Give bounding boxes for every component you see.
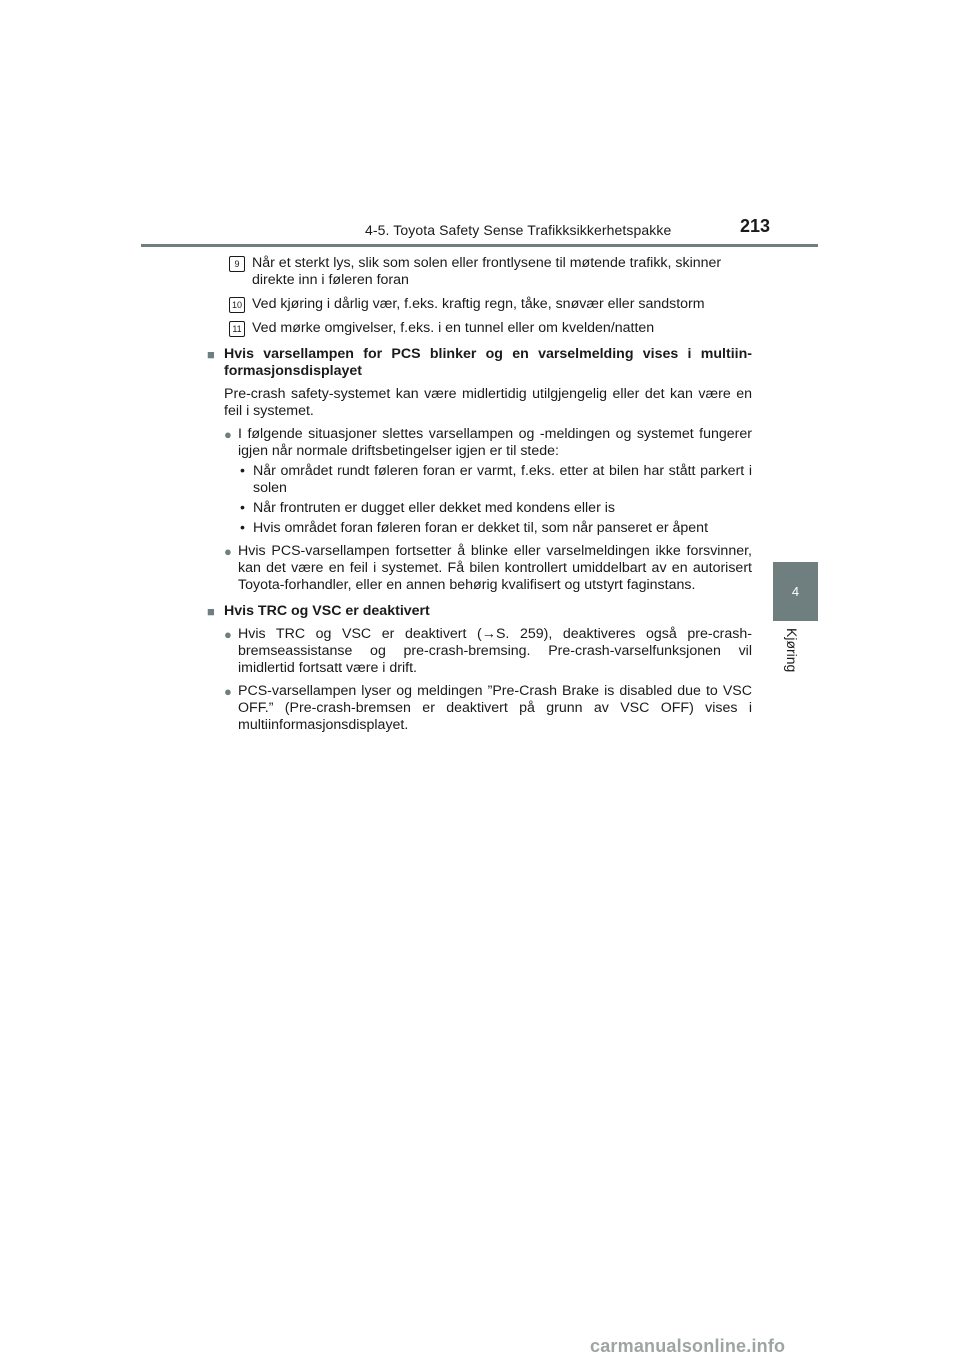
item-number-badge: 9 [229, 256, 245, 272]
circle-bullet-icon: ● [224, 427, 232, 442]
numbered-item [229, 320, 752, 337]
chapter-tab[interactable] [773, 562, 818, 621]
item-number-badge: 11 [229, 321, 245, 337]
circle-bullet-icon: ● [224, 627, 232, 642]
bullet-item [224, 683, 752, 734]
sub-list-item [238, 463, 752, 497]
numbered-item [229, 255, 752, 289]
numbered-item-text: Ved mørke omgivelser, f.eks. i en tunnel eller om kvelden/natten [252, 320, 655, 336]
section-heading-text: Hvis TRC og VSC er deaktivert [224, 603, 430, 619]
circle-bullet-icon: ● [224, 684, 232, 699]
dot-bullet-icon: • [240, 500, 245, 516]
square-bullet-icon: ■ [207, 604, 215, 619]
dot-bullet-icon: • [240, 520, 245, 536]
sub-list-text: Hvis området foran føleren foran er dekket til, som når panseret er åpent [253, 520, 709, 536]
section-heading-text: Hvis varsellampen for PCS blinker og en varselmelding vises i multiin-formasjonsdisplayet [224, 346, 752, 379]
circle-bullet-icon: ● [224, 544, 232, 559]
sub-list-item [238, 520, 752, 537]
bullet-item [224, 543, 752, 594]
running-header: 4-5. Toyota Safety Sense Trafikksikkerhetspakke [365, 222, 672, 238]
dot-bullet-icon: • [240, 463, 245, 479]
section-paragraph: Pre-crash safety-systemet kan være midlertidig utilgjengelig eller det kan være en feil i systemet. [224, 386, 752, 419]
page-number: 213 [740, 216, 771, 236]
numbered-item-text: Når et sterkt lys, slik som solen eller frontlysene til møtende trafikk, skinner direkte inn i føleren foran [252, 255, 722, 288]
sub-list-text: Når frontruten er dugget eller dekket med kondens eller is [253, 500, 615, 516]
page-content [207, 255, 752, 734]
sub-list-item [238, 500, 752, 517]
bullet-item [224, 426, 752, 460]
bullet-text: Hvis TRC og VSC er deaktivert (→S. 259), deaktiveres også pre-crash-bremseassistanse og pre-crash-bremsing. Pre-crash-varselfunksjonen vil imidlertid fortsatt være i drift. [238, 626, 752, 676]
chapter-number: 4 [791, 584, 800, 599]
section-heading [207, 346, 752, 380]
chapter-label: Kjøring [784, 628, 800, 673]
bullet-text: I følgende situasjoner slettes varsellampen og -meldingen og systemet fungerer igjen når normale driftsbetingelser igjen er til stede: [238, 426, 752, 459]
numbered-item-text: Ved kjøring i dårlig vær, f.eks. kraftig regn, tåke, snøvær eller sandstorm [252, 296, 705, 312]
header-rule [141, 244, 818, 247]
square-bullet-icon: ■ [207, 347, 215, 362]
watermark: carmanualsonline.info [590, 1336, 786, 1356]
bullet-text: Hvis PCS-varsellampen fortsetter å blinke eller varselmeldingen ikke forsvinner, kan det være en feil i systemet. Få bilen kontrollert umiddelbart av en autorisert Toyota-forhandler, eller en annen behørig kvalifisert og utstyrt faginstans. [238, 543, 752, 593]
section-heading [207, 603, 752, 620]
item-number-badge: 10 [229, 297, 245, 313]
bullet-item [224, 626, 752, 677]
bullet-text: PCS-varsellampen lyser og meldingen ”Pre-Crash Brake is disabled due to VSC OFF.” (Pre-crash-bremsen er deaktivert på grunn av VSC OFF) vises i multiinformasjonsdisplayet. [238, 683, 752, 733]
sub-list-text: Når området rundt føleren foran er varmt, f.eks. etter at bilen har stått parkert i solen [253, 463, 752, 496]
numbered-item [229, 296, 752, 313]
